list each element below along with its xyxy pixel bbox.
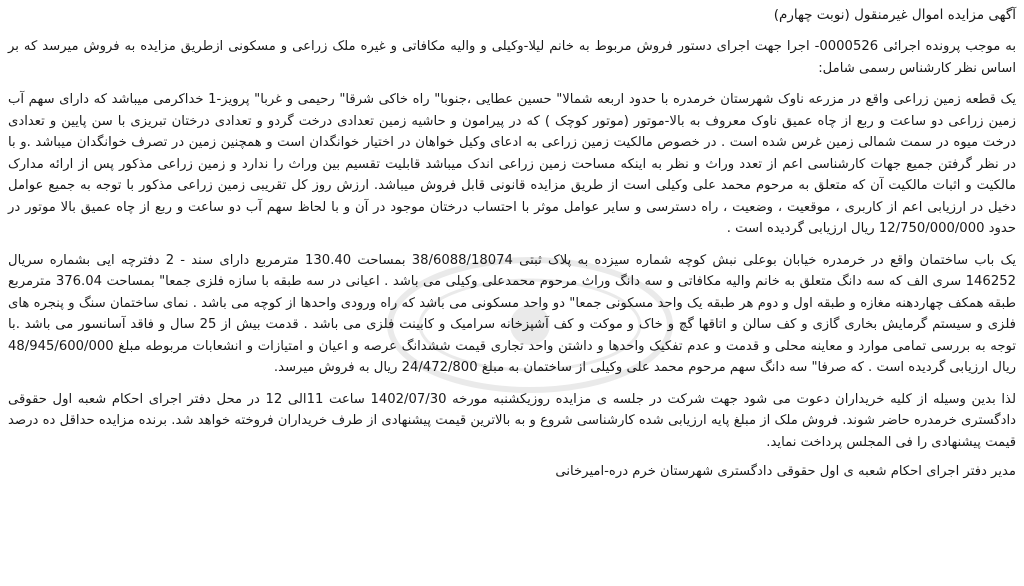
item-1-farmland: یک قطعه زمین زراعی واقع در مزرعه ناوک شهرستان خرمدره با حدود اربعه شمالا" حسین عطایی ،جنوبا" راه خاکی شرقا" رحیمی و غربا" پرویز-1 خداکرمی میباشد که دارای سهم آب زمین زراعی دو ساعت و ربع از چاه عمیق ناوک معروف به بالا-موتور (موتور کوچک ) که در پیرامون و حاشیه زمین تعدادی درخت گردو و تعدادی درختان تبریزی با سن پایین و تعدادی درخت میوه در سمت شمالی زمین غرس شده است . در خصوص مالکیت زمین زراعی به ادعای وکیل خواهان در اختیار خوانگدان است و همچنین زمین در تصرف خوانگدان میباشد .و با در نظر گرفتن جمیع جهات کارشناسی اعم از تعدد وراث و نظر به اینکه مساحت زمین زراعی اندک میباشد قابلیت تقسیم بین وراث را ندارد و زمین زراعی مذکور پس از ارائه مدارک مالکیت و اثبات مالکیت آن که متعلق به مرحوم محمد علی وکیلی است از طریق مزایده قانونی قابل فروش میباشد. ارزش روز کل تقریبی زمین زراعی مذکور با توجه به جمیع عوامل دخیل در ارزیابی اعم از کاربری ، موقعیت ، وضعیت ، راه دسترسی و سایر عوامل موثر با احتساب درختان موجود در آن و با لحاظ سهم آب دو ساعت و ربع از چاه عمیق بالا موتور در حدود 12/750/000/000 ریال ارزیابی گردیده است . — [8, 92, 1016, 236]
signature-line: مدیر دفتر اجرای احکام شعبه ی اول حقوقی دادگستری شهرستان خرم دره-امیرخانی — [555, 464, 1016, 479]
auction-invitation: لذا بدین وسیله از کلیه خریداران دعوت می شود جهت شرکت در جلسه ی مزایده روزیکشنبه مورخه 1402/07/30 ساعت 11الی 12 در محل دفتر اجرای احکام شعبه اول حقوقی دادگستری خرمدره حاضر شوند. فروش ملک از مبلغ پایه ارزیابی شده کارشناسی شروع و به بالاترین قیمت پیشنهادی از طرف خریداران فروخته خواهد شد. برنده مزایده حداقل ده درصد قیمت پیشنهادی را فی المجلس پرداخت نماید. — [8, 391, 1016, 450]
intro-paragraph: به موجب پرونده اجرائی 0000526- اجرا جهت اجرای دستور فروش مربوط به خانم لیلا-وکیلی و والیه مکافاتی و غیره ملک زراعی و مسکونی ازطریق مزایده به فروش میرسد که بر اساس نظر کارشناس رسمی شامل: — [8, 39, 1016, 76]
notice-title: آگهی مزایده اموال غیرمنقول (نوبت چهارم) — [773, 7, 1016, 23]
item-2-building: یک باب ساختمان واقع در خرمدره خیابان بوعلی نبش کوچه شماره سیزده به پلاک ثبتی 38/6088/18074 بمساحت 130.40 مترمربع دارای سند - 2 دفترچه ایی بشماره سریال 146252 سری الف که سه دانگ متعلق به خانم والیه مکافاتی و سه دانگ وراث مرحوم محمدعلی وکیلی می باشد . اعیانی در سه طبقه با سازه فلزی جمعا" بمساحت 376.04 مترمربع طبقه همکف چهاردهنه مغازه و طبقه اول و دوم هر طبقه یک واحد مسکونی جمعا" دو واحد مسکونی می باشد که راه ورودی واحدها از کوچه می باشد . نمای ساختمان سنگ و پنجره های فلزی و سیستم گرمایش بخاری گازی و کف سالن و اتاقها گچ و خاک و موکت و کف آشپزخانه سرامیک و کابینت فلزی می باشد . قدمت بیش از 25 سال و فاقد آسانسور می باشد .با توجه به بررسی تمامی موارد و معاینه محلی و قدمت و عدم تفکیک واحدها و داشتن واحد تجاری قیمت ششدانگ عرصه و اعیان و امتیازات و انشعابات مربوطه مبلغ 48/945/600/000 ریال ارزیابی گردیده است . که صرفا" سه دانگ سهم مرحوم محمد علی وکیلی از ساختمان به مبلغ 24/472/800 ریال به فروش میرسد. — [8, 252, 1017, 375]
